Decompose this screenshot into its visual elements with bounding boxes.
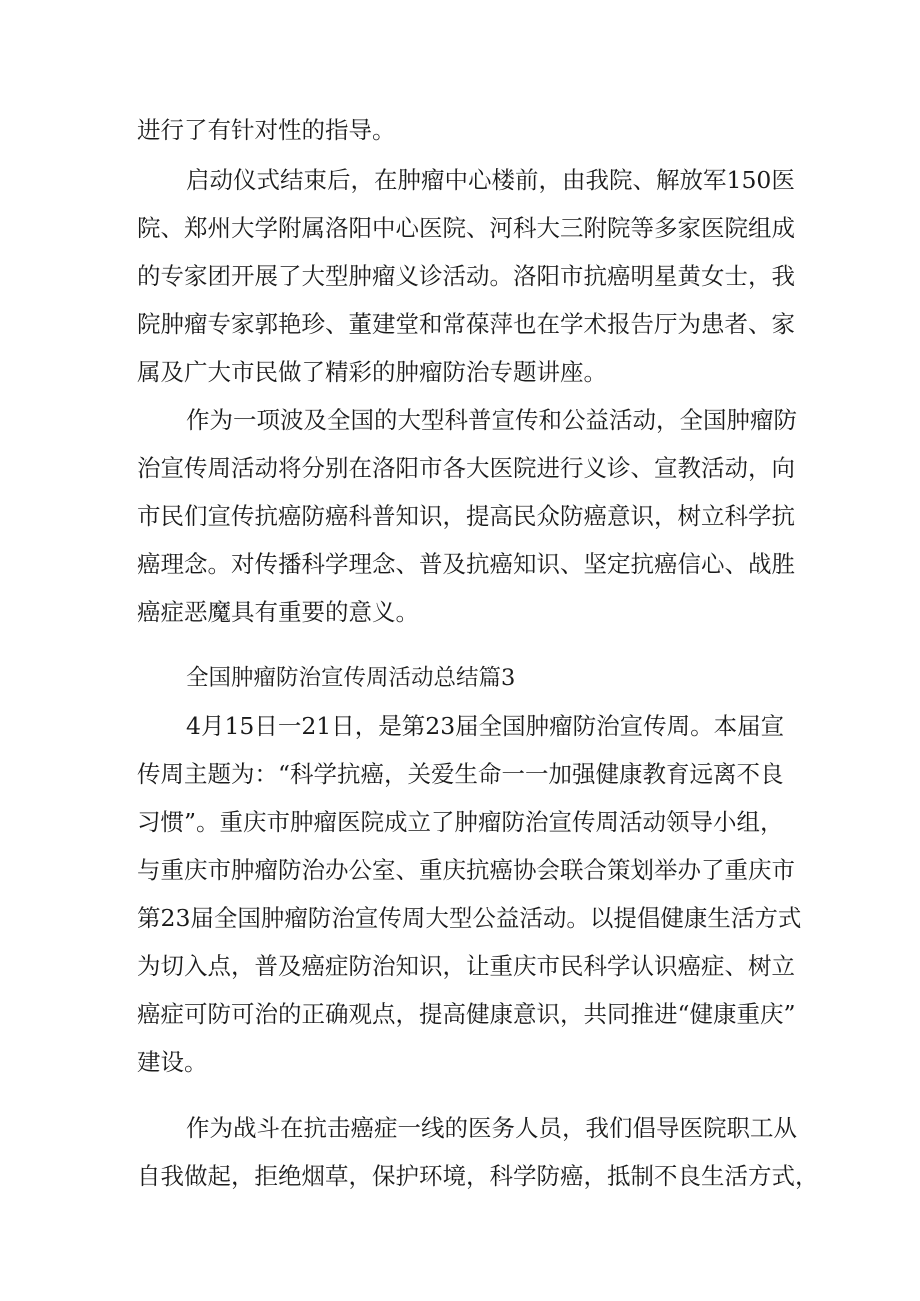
- section-heading: 全国肿瘤防治宣传周活动总结篇3: [186, 665, 516, 691]
- paragraph-line: 作为一项波及全国的大型科普宣传和公益活动，全国肿瘤防: [186, 406, 797, 434]
- paragraph-line: 属及广大市民做了精彩的肿瘤防治专题讲座。: [137, 358, 607, 386]
- paragraph-line: 传周主题为：“科学抗癌，关爱生命一一加强健康教育远离不良: [137, 760, 784, 788]
- paragraph-line: 4月15日一21日，是第23届全国肿瘤防治宣传周。本届宣: [186, 712, 785, 740]
- paragraph-line: 的专家团开展了大型肿瘤义诊活动。洛阳市抗癌明星黄女士，我: [137, 262, 795, 290]
- paragraph-line: 习惯”。重庆市肿瘤医院成立了肿瘤防治宣传周活动领导小组，: [137, 808, 784, 836]
- paragraph-line: 进行了有针对性的指导。: [137, 116, 396, 144]
- paragraph-line: 自我做起，拒绝烟草，保护环境，科学防癌，抵制不良生活方式，: [137, 1162, 819, 1190]
- paragraph-line: 启动仪式结束后，在肿瘤中心楼前，由我院、解放军150医: [186, 166, 795, 194]
- paragraph-line: 癌症恶魔具有重要的意义。: [137, 598, 419, 626]
- paragraph-line: 建设。: [137, 1048, 208, 1076]
- paragraph-line: 癌理念。对传播科学理念、普及抗癌知识、坚定抗癌信心、战胜: [137, 550, 795, 578]
- paragraph-line: 院肿瘤专家郭艳珍、董建堂和常葆萍也在学术报告厅为患者、家: [137, 310, 795, 338]
- paragraph-line: 为切入点，普及癌症防治知识，让重庆市民科学认识癌症、树立: [137, 952, 795, 980]
- paragraph-line: 市民们宣传抗癌防癌科普知识，提高民众防癌意识，树立科学抗: [137, 502, 795, 530]
- paragraph-line: 癌症可防可治的正确观点，提高健康意识，共同推进“健康重庆”: [137, 1000, 796, 1028]
- paragraph-line: 作为战斗在抗击癌症一线的医务人员，我们倡导医院职工从: [186, 1114, 797, 1142]
- paragraph-line: 治宣传周活动将分别在洛阳市各大医院进行义诊、宣教活动，向: [137, 454, 795, 482]
- paragraph-line: 第23届全国肿瘤防治宣传周大型公益活动。以提倡健康生活方式: [137, 904, 802, 932]
- paragraph-line: 院、郑州大学附属洛阳中心医院、河科大三附院等多家医院组成: [137, 214, 795, 242]
- paragraph-line: 与重庆市肿瘤防治办公室、重庆抗癌协会联合策划举办了重庆市: [137, 856, 795, 884]
